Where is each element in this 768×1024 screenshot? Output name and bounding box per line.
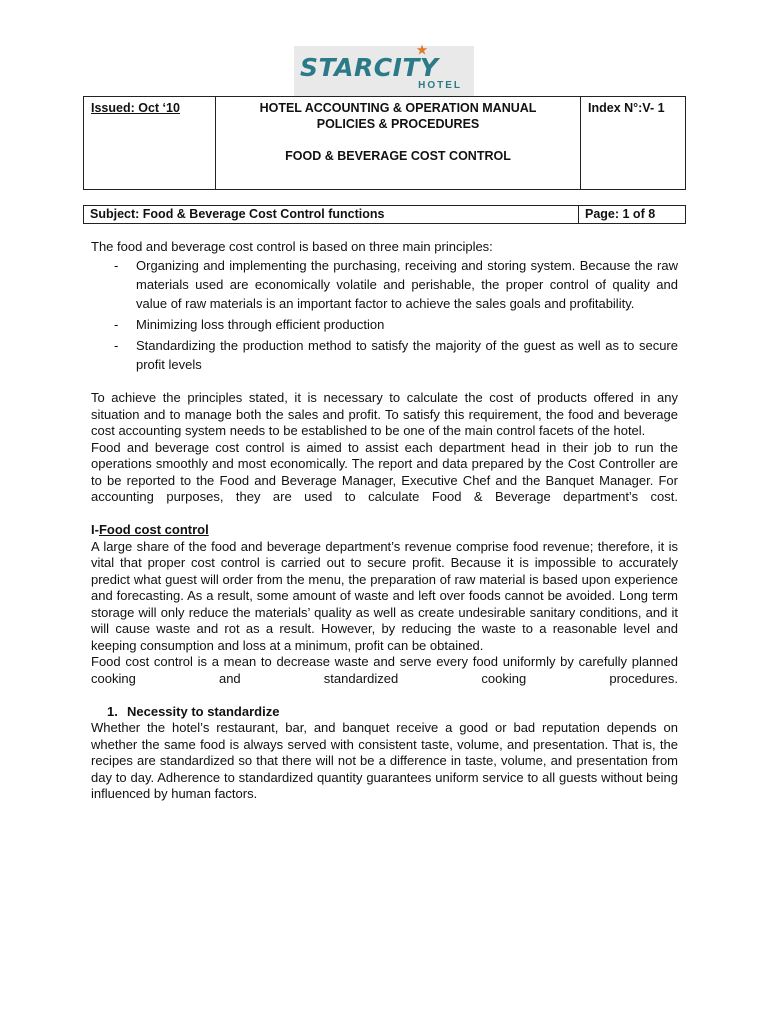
index-number: Index N°:V- 1 (588, 101, 665, 115)
issued-date: Issued: Oct ‘10 (91, 101, 180, 115)
starcity-hotel-logo (294, 46, 474, 96)
document-body (91, 239, 678, 803)
manual-title: HOTEL ACCOUNTING & OPERATION MANUAL (259, 101, 537, 115)
paragraph: Food and beverage cost control is aimed to assist each department head in their job to run the operations smoothly and most economically. The report and data prepared by the Cost Controller are to be reported to the Food and Beverage Manager, Executive Chef and the Banquet Manager. For accounting purposes, they are used to calculate Food & Beverage department’s cost. (91, 439, 678, 504)
index-cell (581, 97, 686, 190)
title-cell (216, 97, 581, 190)
paragraph: Whether the hotel’s restaurant, bar, and banquet receive a good or bad reputation depends on whether the same food is always served with consistent taste, volume, and presentation. That is, the recipes are standardized so that there will not be a difference in taste, volume, and presentation from day to day. Adherence to standardized quantity guarantees uniform service to all guests without being influenced by human factors. (91, 720, 678, 801)
issued-cell (84, 97, 216, 190)
list-item: - Organizing and implementing the purchasing, receiving and storing system. Because the raw materials used are economically volatile and perishable, the proper control of quality and value of raw materials is an important factor to achieve the sales goals and profitability. (114, 257, 678, 311)
section-title: FOOD & BEVERAGE COST CONTROL (285, 149, 511, 163)
paragraph: To achieve the principles stated, it is necessary to calculate the cost of products offered in any situation and to manage both the sales and profit. To satisfy this requirement, the food and beverage cost accounting system needs to be established to be one of the main control facets of the hotel. (91, 390, 678, 438)
paragraph: A large share of the food and beverage department’s revenue comprise food revenue; therefore, it is vital that proper cost control is carried out to secure profit. Because it is impossible to accurately predict what guest will order from the menu, the preparation of raw material is based upon experience and forecasting. As a result, some amount of waste and left over foods cannot be avoided. Long term storage will only reduce the materials’ quality as well as create undesirable sanitary conditions, and it will cause waste and rot as a result. However, by reducing the waste to a reasonable level and keeping consumption and loss at a minimum, profit can be obtained. (91, 538, 678, 653)
subject-table (83, 205, 686, 224)
list-item: - Standardizing the production method to satisfy the majority of the guest as well as to secure profit levels (114, 337, 678, 372)
principles-list (91, 256, 678, 374)
logo-subtext: HOTEL (418, 80, 462, 91)
subsection-heading: 1. Necessity to standardize (107, 703, 280, 719)
manual-subtitle: POLICIES & PROCEDURES (316, 117, 480, 131)
logo-wordmark: STARCITY (300, 53, 439, 82)
section-heading: I-Food cost control (91, 522, 209, 537)
list-item: - Minimizing loss through efficient production (114, 316, 385, 332)
subject-cell: Subject: Food & Beverage Cost Control functions (84, 206, 579, 224)
document-header-table (83, 96, 686, 190)
intro-paragraph: The food and beverage cost control is based on three main principles: (91, 239, 493, 254)
page-number-cell: Page: 1 of 8 (579, 206, 686, 224)
paragraph: Food cost control is a mean to decrease waste and serve every food uniformly by carefully planned cooking and standardized cooking procedures. (91, 654, 678, 686)
